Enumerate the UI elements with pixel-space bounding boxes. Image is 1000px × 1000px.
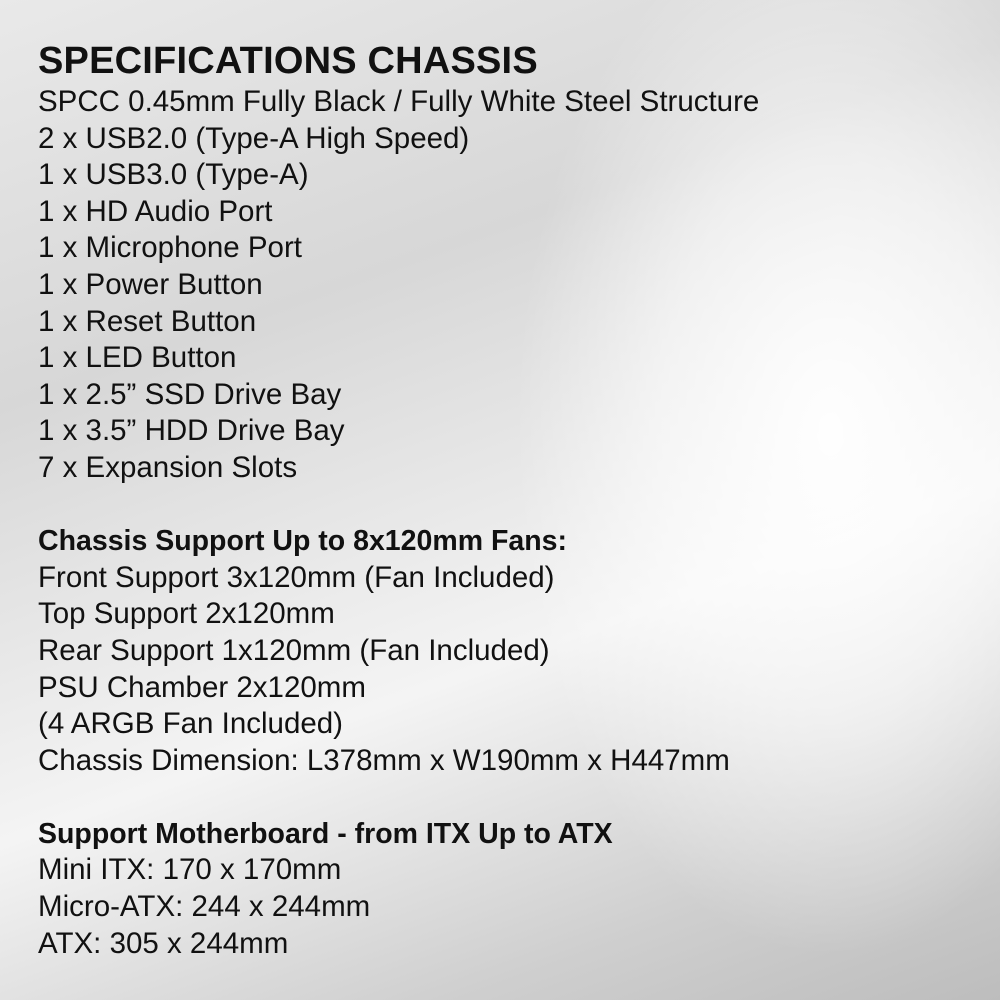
fan-support-item: Top Support 2x120mm xyxy=(38,597,335,631)
chassis-dimension: Chassis Dimension: L378mm x W190mm x H447mm xyxy=(38,743,730,777)
page-title: SPECIFICATIONS CHASSIS xyxy=(38,40,538,82)
spec-item: SPCC 0.45mm Fully Black / Fully White Steel Structure xyxy=(38,85,760,118)
section-spacer xyxy=(38,779,978,816)
spec-item: 1 x 2.5” SSD Drive Bay xyxy=(38,377,342,411)
spec-item: 1 x HD Audio Port xyxy=(38,194,273,228)
spec-item: 1 x USB3.0 (Type-A) xyxy=(38,158,309,192)
motherboard-heading: Support Motherboard - from ITX Up to ATX xyxy=(38,817,613,850)
fan-support-item: (4 ARGB Fan Included) xyxy=(38,707,343,741)
chassis-spec-list xyxy=(38,84,978,487)
spec-item: 1 x 3.5” HDD Drive Bay xyxy=(38,414,345,448)
section-spacer xyxy=(38,487,978,524)
fan-support-item: PSU Chamber 2x120mm xyxy=(38,670,366,704)
spec-item: 1 x LED Button xyxy=(38,341,237,375)
spec-item: 2 x USB2.0 (Type-A High Speed) xyxy=(38,121,470,155)
fan-support-item: Rear Support 1x120mm (Fan Included) xyxy=(38,633,550,667)
spec-item: 1 x Microphone Port xyxy=(38,231,302,265)
spec-item: 1 x Reset Button xyxy=(38,304,257,338)
motherboard-item: Micro-ATX: 244 x 244mm xyxy=(38,890,371,924)
spec-item: 7 x Expansion Slots xyxy=(38,450,298,484)
motherboard-item: Mini ITX: 170 x 170mm xyxy=(38,853,342,887)
motherboard-section xyxy=(38,816,978,962)
motherboard-item: ATX: 305 x 244mm xyxy=(38,926,289,960)
fan-support-heading: Chassis Support Up to 8x120mm Fans: xyxy=(38,525,567,558)
spec-sheet xyxy=(38,38,978,962)
fan-support-section xyxy=(38,523,978,779)
fan-support-item: Front Support 3x120mm (Fan Included) xyxy=(38,560,555,594)
spec-item: 1 x Power Button xyxy=(38,267,263,301)
